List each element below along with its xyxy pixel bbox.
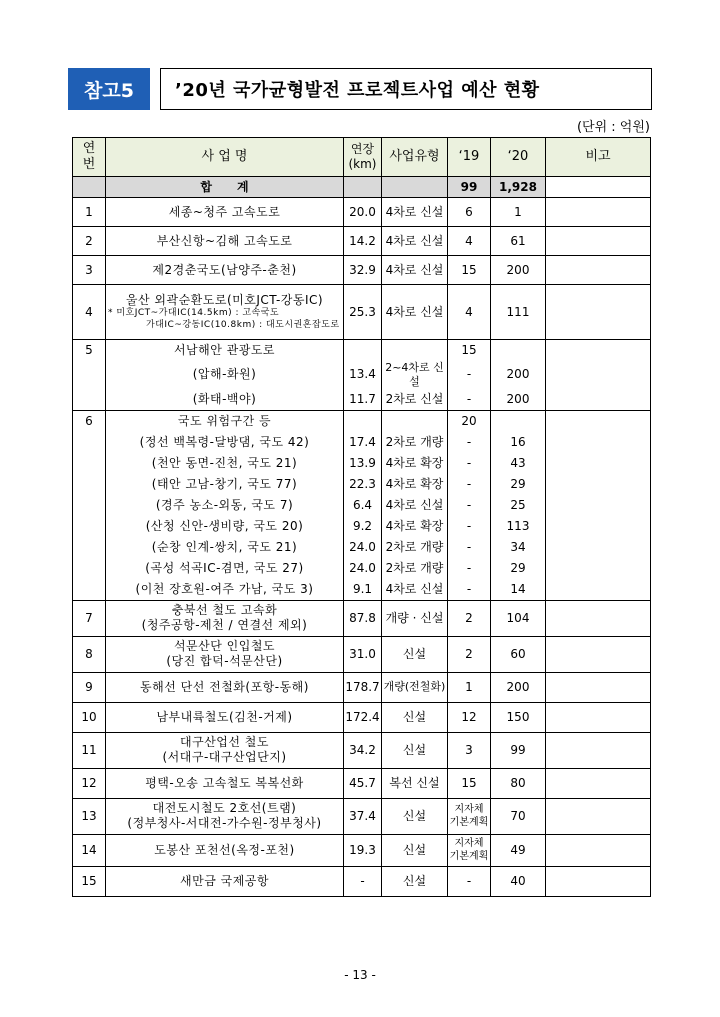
table-subrow: (경주 농소-외동, 국도 7) 6.4 4차로 신설 - 25 <box>73 495 651 516</box>
table-row: 2 부산신항~김해 고속도로 14.2 4차로 신설 4 61 <box>73 227 651 256</box>
table-subrow: (정선 백복령-달방댐, 국도 42) 17.4 2차로 개량 - 16 <box>73 432 651 453</box>
col-name: 사 업 명 <box>106 138 344 177</box>
col-y19: ‘19 <box>448 138 491 177</box>
table-subrow: (순창 인계-쌍치, 국도 21) 24.0 2차로 개량 - 34 <box>73 537 651 558</box>
header-row <box>73 138 651 177</box>
table-row: 14 도봉산 포천선(옥정-포천) 19.3 신설 지자체 기본계획 49 <box>73 834 651 866</box>
table-row: 6 국도 위험구간 등 20 <box>73 410 651 432</box>
table-subrow: (화태-백야) 11.7 2차로 신설 - 200 <box>73 389 651 411</box>
table-subrow: (곡성 석곡IC-겸면, 국도 27) 24.0 2차로 개량 - 29 <box>73 558 651 579</box>
table-row: 11 대구산업선 철도 (서대구-대구산업단지) 34.2 신설 3 99 <box>73 732 651 768</box>
table-row: 12 평택-오송 고속철도 복복선화 45.7 복선 신설 15 80 <box>73 768 651 798</box>
page-title: ’20년 국가균형발전 프로젝트사업 예산 현황 <box>160 68 652 110</box>
table-subrow: (산청 신안-생비량, 국도 20) 9.2 4차로 확장 - 113 <box>73 516 651 537</box>
col-note: 비고 <box>546 138 651 177</box>
col-no: 연 번 <box>73 138 106 177</box>
total-row <box>73 177 651 198</box>
table-subrow: (천안 동면-진천, 국도 21) 13.9 4차로 확장 - 43 <box>73 453 651 474</box>
total-y19: 99 <box>448 177 491 198</box>
unit-label: (단위 : 억원) <box>576 120 650 135</box>
section-tag: 참고5 <box>68 68 150 110</box>
table-row: 15 새만금 국제공항 - 신설 - 40 <box>73 866 651 896</box>
page-number: - 13 - <box>344 968 376 982</box>
table-row: 10 남부내륙철도(김천-거제) 172.4 신설 12 150 <box>73 702 651 732</box>
table-subrow: (태안 고남-창기, 국도 77) 22.3 4차로 확장 - 29 <box>73 474 651 495</box>
table-row: 8 석문산단 인입철도 (당진 합덕-석문산단) 31.0 신설 2 60 <box>73 636 651 672</box>
table-row: 7 충북선 철도 고속화 (청주공항-제천 / 연결선 제외) 87.8 개량 · 신설 2 104 <box>73 600 651 636</box>
table-subrow: (압해-화원) 13.4 2~4차로 신설 - 200 <box>73 361 651 389</box>
table-row: 9 동해선 단선 전철화(포항-동해) 178.7 개량(전철화) 1 200 <box>73 672 651 702</box>
budget-table <box>72 137 651 897</box>
table-row: 3 제2경춘국도(남양주-춘천) 32.9 4차로 신설 15 200 <box>73 256 651 285</box>
total-y20: 1,928 <box>491 177 546 198</box>
table-row: 4 울산 외곽순환도로(미호JCT-강동IC) * 미호JCT~가대IC(14.5km) : 고속국도 가대IC~강동IC(10.8km) : 대도시권혼잡도로 25.3 4차로 신설 4 111 <box>73 285 651 340</box>
table-subrow: (이천 장호원-여주 가남, 국도 3) 9.1 4차로 신설 - 14 <box>73 579 651 601</box>
table-row: 13 대전도시철도 2호선(트램) (정부청사-서대전-가수원-정부청사) 37.4 신설 지자체 기본계획 70 <box>73 798 651 834</box>
col-y20: ‘20 <box>491 138 546 177</box>
total-label: 합 계 <box>106 177 344 198</box>
section-header <box>68 68 652 110</box>
col-type: 사업유형 <box>382 138 448 177</box>
col-length: 연장 (km) <box>344 138 382 177</box>
table-row: 1 세종~청주 고속도로 20.0 4차로 신설 6 1 <box>73 198 651 227</box>
table-row: 5 서남해안 관광도로 15 <box>73 340 651 362</box>
